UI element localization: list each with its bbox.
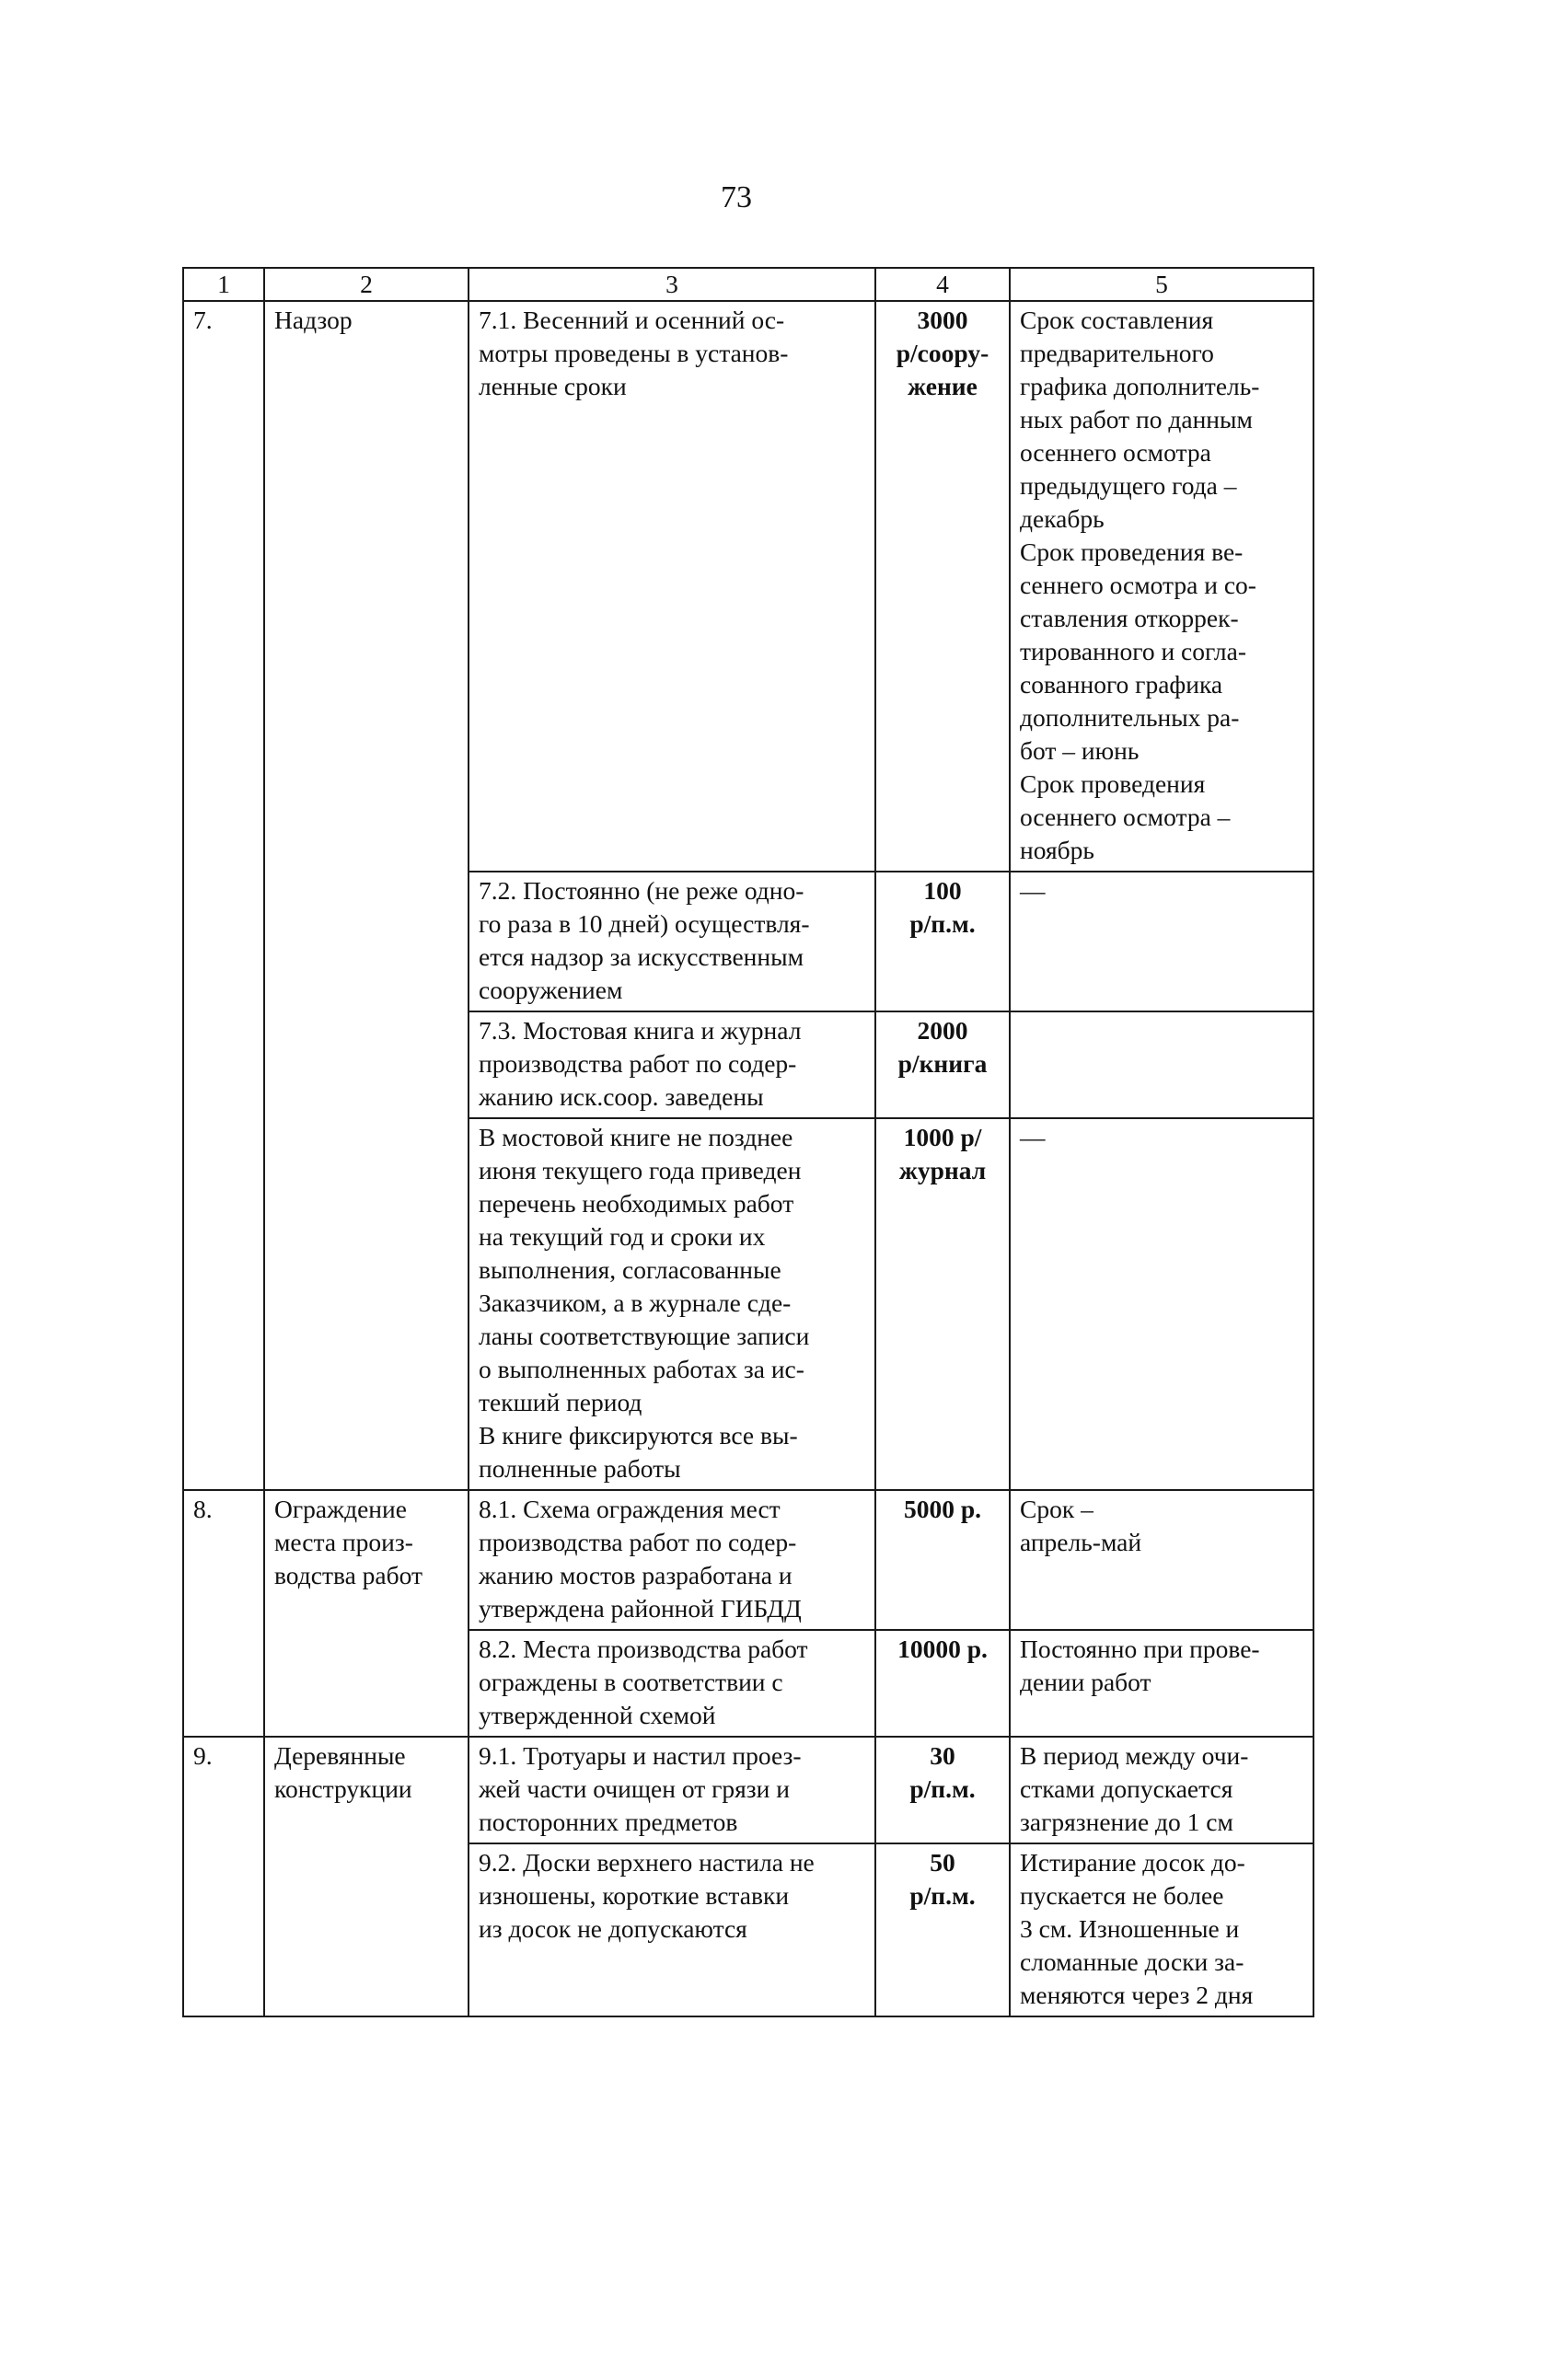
note-cell <box>1010 1843 1313 2016</box>
column-header: 1 <box>183 268 264 301</box>
note-cell-line: Срок – <box>1020 1495 1093 1523</box>
note-cell-line: сованного графика <box>1020 670 1223 699</box>
section-name-line: места произ- <box>274 1528 413 1556</box>
requirement-text <box>469 1490 875 1630</box>
section-name <box>264 1737 469 2016</box>
requirement-text-line: текший период <box>479 1388 642 1416</box>
note-cell-line: декабрь <box>1020 504 1105 533</box>
requirement-text-line: перечень необходимых работ <box>479 1189 794 1218</box>
requirement-text-line: 9.1. Тротуары и настил проез- <box>479 1741 802 1770</box>
note-cell-line: сломанные доски за- <box>1020 1947 1244 1976</box>
note-cell-line: Срок составления <box>1020 306 1214 334</box>
price-cell-line: р/п.м. <box>909 909 976 938</box>
note-cell-line: бот – июнь <box>1020 736 1140 765</box>
price-cell-line: р/соору- <box>896 339 989 367</box>
column-header: 2 <box>264 268 469 301</box>
requirement-text-line: изношены, короткие вставки <box>479 1881 790 1910</box>
requirement-text-line: ограждены в соответствии с <box>479 1668 783 1696</box>
note-cell-line: дополнительных ра- <box>1020 703 1240 732</box>
requirement-text-line: производства работ по содер- <box>479 1049 797 1078</box>
section-name <box>264 301 469 1490</box>
requirement-text-line: утвержденной схемой <box>479 1701 716 1729</box>
note-cell <box>1010 1118 1313 1490</box>
requirement-text <box>469 872 875 1011</box>
table-row <box>183 1737 1313 1843</box>
row-number: 7. <box>183 301 264 1490</box>
note-cell-line: — <box>1020 1123 1046 1151</box>
requirement-text-line: В книге фиксируются все вы- <box>479 1421 798 1450</box>
requirement-text-line: жанию иск.соор. заведены <box>479 1082 764 1111</box>
row-number: 9. <box>183 1737 264 2016</box>
note-cell <box>1010 1490 1313 1630</box>
note-cell <box>1010 872 1313 1011</box>
requirements-table <box>182 267 1314 2017</box>
note-cell <box>1010 1737 1313 1843</box>
requirement-text-line: Заказчиком, а в журнале сде- <box>479 1288 792 1317</box>
note-cell-line: ных работ по данным <box>1020 405 1253 433</box>
note-cell-line: меняются через 2 дня <box>1020 1981 1254 2009</box>
requirement-text-line: выполнения, согласованные <box>479 1255 781 1284</box>
note-cell-line: стками допускается <box>1020 1774 1233 1803</box>
note-cell-line: — <box>1020 876 1046 905</box>
price-cell <box>875 301 1010 872</box>
section-name-line: Надзор <box>274 306 353 334</box>
note-cell-line: пускается не более <box>1020 1881 1224 1910</box>
requirement-text-line: о выполненных работах за ис- <box>479 1355 804 1383</box>
note-cell-line: тированного и согла- <box>1020 637 1246 665</box>
price-cell-line: 3000 <box>917 306 968 334</box>
section-name-line: конструкции <box>274 1774 412 1803</box>
row-number: 8. <box>183 1490 264 1737</box>
requirement-text-line: посторонних предметов <box>479 1808 738 1836</box>
requirement-text <box>469 301 875 872</box>
requirement-text-line: утверждена районной ГИБДД <box>479 1594 802 1623</box>
requirement-text-line: 7.2. Постоянно (не реже одно- <box>479 876 804 905</box>
requirement-text-line: из досок не допускаются <box>479 1914 747 1943</box>
requirement-text-line: 7.3. Мостовая книга и журнал <box>479 1016 802 1045</box>
note-cell-line: Срок проведения <box>1020 769 1206 798</box>
note-cell-line: сеннего осмотра и со- <box>1020 571 1256 599</box>
price-cell-line: 100 <box>923 876 962 905</box>
requirement-text-line: мотры проведены в установ- <box>479 339 789 367</box>
note-cell-line: апрель-май <box>1020 1528 1142 1556</box>
column-header: 5 <box>1010 268 1313 301</box>
requirement-text-line: на текущий год и сроки их <box>479 1222 766 1251</box>
requirement-text-line: жанию мостов разработана и <box>479 1561 793 1589</box>
price-cell-line: журнал <box>898 1156 987 1184</box>
price-cell <box>875 1118 1010 1490</box>
note-cell-line: Срок проведения ве- <box>1020 537 1244 566</box>
requirement-text <box>469 1737 875 1843</box>
price-cell <box>875 1011 1010 1118</box>
note-cell-line: Истирание досок до- <box>1020 1848 1245 1877</box>
price-cell-line: р/п.м. <box>909 1774 976 1803</box>
section-name-line: Деревянные <box>274 1741 406 1770</box>
table-row <box>183 1490 1313 1630</box>
price-cell-line: 5000 р. <box>903 1495 982 1523</box>
requirement-text <box>469 1011 875 1118</box>
note-cell-line: осеннего осмотра – <box>1020 803 1231 831</box>
section-name-line: Ограждение <box>274 1495 407 1523</box>
note-cell-line: 3 см. Изношенные и <box>1020 1914 1240 1943</box>
requirement-text-line: полненные работы <box>479 1454 681 1483</box>
requirement-text-line: производства работ по содер- <box>479 1528 797 1556</box>
note-cell-line: дении работ <box>1020 1668 1151 1696</box>
note-cell-line: загрязнение до 1 см <box>1020 1808 1233 1836</box>
table-row <box>183 301 1313 872</box>
requirement-text-line: 7.1. Весенний и осенний ос- <box>479 306 785 334</box>
requirement-text-line: ленные сроки <box>479 372 627 400</box>
requirement-text-line: го раза в 10 дней) осуществля- <box>479 909 810 938</box>
price-cell <box>875 1737 1010 1843</box>
requirement-text-line: 8.2. Места производства работ <box>479 1635 808 1663</box>
price-cell-line: 50 <box>930 1848 955 1877</box>
requirement-text <box>469 1630 875 1737</box>
requirement-text-line: июня текущего года приведен <box>479 1156 802 1184</box>
note-cell <box>1010 1011 1313 1118</box>
note-cell-line: графика дополнитель- <box>1020 372 1260 400</box>
price-cell-line: 2000 <box>917 1016 968 1045</box>
requirement-text-line: жей части очищен от грязи и <box>479 1774 790 1803</box>
note-cell <box>1010 1630 1313 1737</box>
price-cell <box>875 1630 1010 1737</box>
section-name <box>264 1490 469 1737</box>
note-cell-line: предыдущего года – <box>1020 471 1237 500</box>
requirement-text-line: сооружением <box>479 976 623 1004</box>
note-cell-line: ставления откоррек- <box>1020 604 1239 632</box>
requirement-text <box>469 1843 875 2016</box>
section-name-line: водства работ <box>274 1561 423 1589</box>
requirement-text-line: 9.2. Доски верхнего настила не <box>479 1848 815 1877</box>
price-cell <box>875 1843 1010 2016</box>
page-number: 73 <box>721 180 752 214</box>
price-cell-line: р/книга <box>897 1049 988 1078</box>
price-cell-line: 10000 р. <box>897 1635 988 1663</box>
requirement-text-line: ется надзор за искусственным <box>479 942 804 971</box>
header-row <box>183 268 1313 301</box>
note-cell-line: Постоянно при прове- <box>1020 1635 1260 1663</box>
requirement-text-line: ланы соответствующие записи <box>479 1322 810 1350</box>
note-cell-line: ноябрь <box>1020 836 1094 864</box>
note-cell-line: осеннего осмотра <box>1020 438 1211 467</box>
price-cell-line: жение <box>908 372 978 400</box>
requirement-text-line: В мостовой книге не позднее <box>479 1123 793 1151</box>
note-cell-line: предварительного <box>1020 339 1214 367</box>
price-cell-line: 30 <box>930 1741 955 1770</box>
note-cell-line: В период между очи- <box>1020 1741 1249 1770</box>
column-header: 4 <box>875 268 1010 301</box>
column-header: 3 <box>469 268 875 301</box>
price-cell <box>875 872 1010 1011</box>
price-cell <box>875 1490 1010 1630</box>
price-cell-line: р/п.м. <box>909 1881 976 1910</box>
price-cell-line: 1000 р/ <box>903 1123 982 1151</box>
requirement-text-line: 8.1. Схема ограждения мест <box>479 1495 781 1523</box>
note-cell <box>1010 301 1313 872</box>
requirement-text <box>469 1118 875 1490</box>
